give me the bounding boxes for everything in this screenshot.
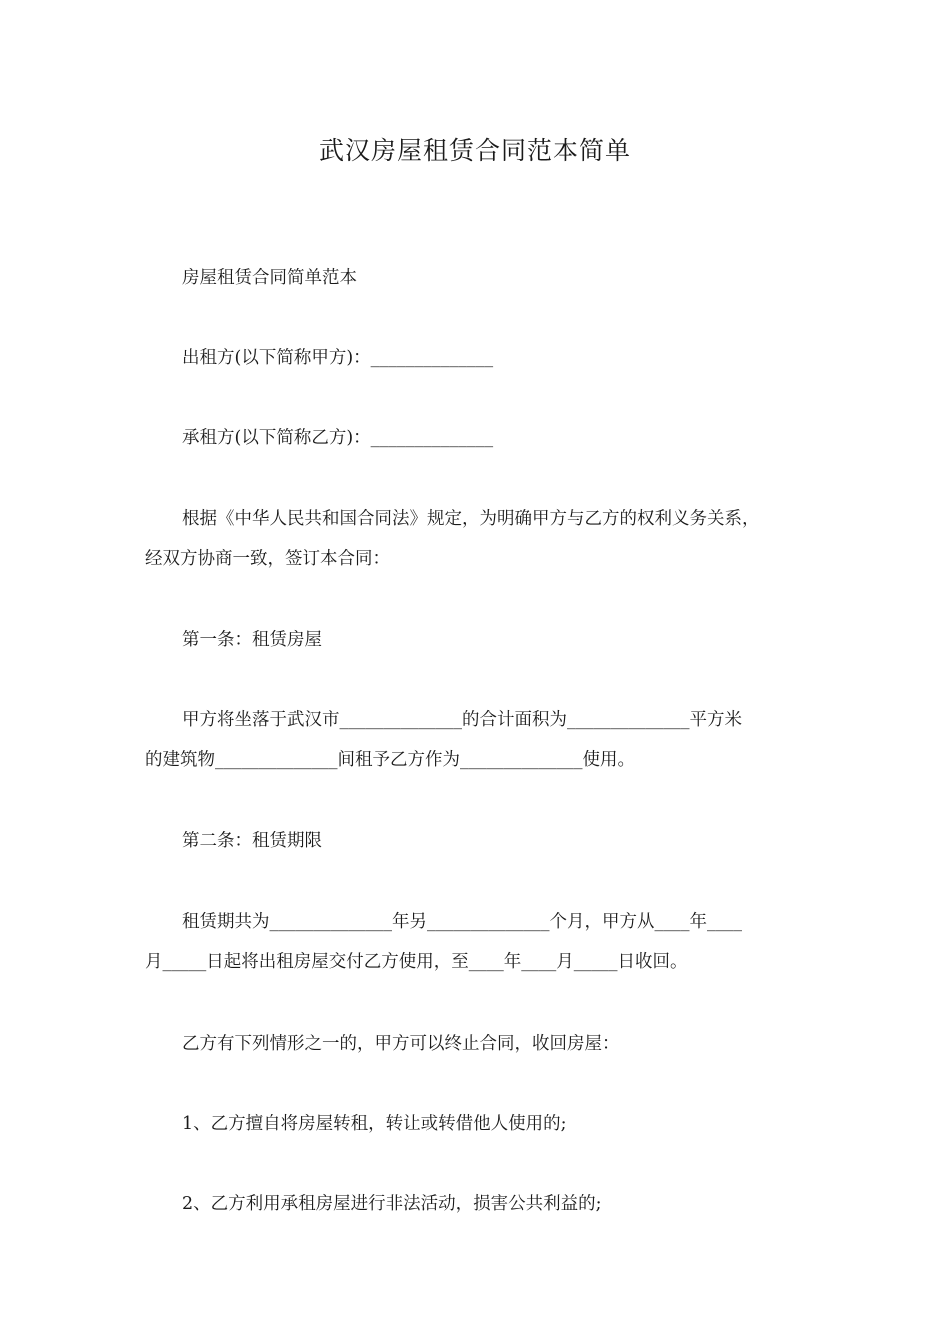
basis-line-2: 经双方协商一致，签订本合同： <box>145 549 390 569</box>
list-item: 1、乙方擅自将房屋转租，转让或转借他人使用的; <box>182 1114 567 1134</box>
article1-line-2: 的建筑物______________间租予乙方作为______________使用。 <box>145 750 635 770</box>
list-item: 2、乙方利用承租房屋进行非法活动，损害公共利益的; <box>182 1194 602 1214</box>
termination-intro: 乙方有下列情形之一的，甲方可以终止合同，收回房屋： <box>182 1034 620 1054</box>
article1-line-1: 甲方将坐落于武汉市______________的合计面积为______________平方米 <box>182 710 742 730</box>
lessor-line: 出租方(以下简称甲方)：______________ <box>182 348 494 368</box>
lessee-line: 承租方(以下简称乙方)：______________ <box>182 428 494 448</box>
article2-line-2: 月_____日起将出租房屋交付乙方使用，至____年____月_____日收回。 <box>145 952 688 972</box>
article2-line-1: 租赁期共为______________年另______________个月，甲方从____年____ <box>182 912 742 932</box>
subtitle: 房屋租赁合同简单范本 <box>182 268 357 288</box>
article1-heading: 第一条：租赁房屋 <box>182 630 322 650</box>
document-title: 武汉房屋租赁合同范本简单 <box>318 136 631 165</box>
basis-paragraph <box>145 499 810 579</box>
article2-paragraph <box>145 902 810 982</box>
article2-heading: 第二条：租赁期限 <box>182 831 322 851</box>
article1-paragraph <box>145 700 810 780</box>
basis-line-1: 根据《中华人民共和国合同法》规定，为明确甲方与乙方的权利义务关系， <box>182 509 760 529</box>
